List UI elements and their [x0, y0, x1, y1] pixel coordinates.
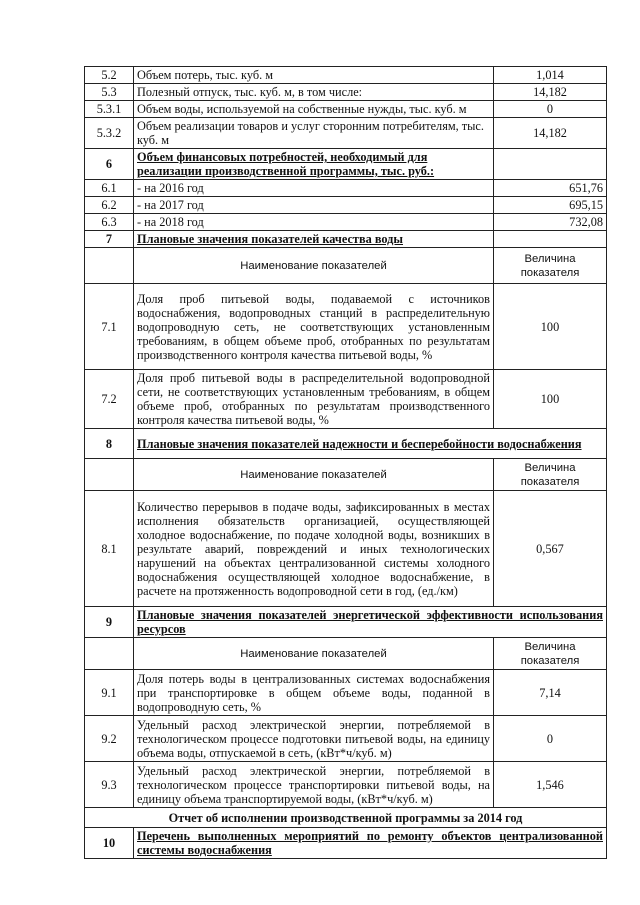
section-row	[85, 828, 607, 859]
row-text: - на 2017 год	[134, 197, 494, 214]
row-value: 100	[494, 370, 607, 429]
report-row	[85, 808, 607, 828]
row-value: 1,014	[494, 67, 607, 84]
table-row	[85, 284, 607, 370]
table-row	[85, 67, 607, 84]
table-row	[85, 762, 607, 808]
row-text: - на 2018 год	[134, 214, 494, 231]
row-value: 0	[494, 716, 607, 762]
section-number: 7	[85, 231, 134, 248]
table-row	[85, 370, 607, 429]
row-text: Объем воды, используемой на собственные нужды, тыс. куб. м	[134, 101, 494, 118]
row-number: 6.3	[85, 214, 134, 231]
subheader-row	[85, 638, 607, 670]
row-text: Удельный расход электрической энергии, потребляемой в технологическом процессе транспортировки питьевой воды, на единицу объема транспортируемой воды, (кВт*ч/куб. м)	[134, 762, 494, 808]
section-title: Объем финансовых потребностей, необходимый для реализации производственной программы, тыс. руб.:	[134, 149, 494, 180]
table-row	[85, 101, 607, 118]
column-header-name: Наименование показателей	[134, 459, 494, 491]
table-row	[85, 214, 607, 231]
empty-cell	[494, 231, 607, 248]
row-number: 5.3.2	[85, 118, 134, 149]
row-value: 7,14	[494, 670, 607, 716]
section-title: Плановые значения показателей энергетической эффективности использования ресурсов	[134, 607, 607, 638]
table-row	[85, 716, 607, 762]
row-number: 7.1	[85, 284, 134, 370]
row-number: 5.3.1	[85, 101, 134, 118]
row-number: 5.3	[85, 84, 134, 101]
row-value: 1,546	[494, 762, 607, 808]
row-text: - на 2016 год	[134, 180, 494, 197]
empty-cell	[494, 149, 607, 180]
table-row	[85, 84, 607, 101]
row-text: Полезный отпуск, тыс. куб. м, в том числе:	[134, 84, 494, 101]
column-header-name: Наименование показателей	[134, 638, 494, 670]
row-value: 14,182	[494, 84, 607, 101]
section-row	[85, 231, 607, 248]
section-number: 10	[85, 828, 134, 859]
table-row	[85, 197, 607, 214]
empty-cell	[85, 459, 134, 491]
row-number: 9.2	[85, 716, 134, 762]
table-row	[85, 118, 607, 149]
row-number: 5.2	[85, 67, 134, 84]
row-text: Доля проб питьевой воды в распределительной водопроводной сети, не соответствующих установленным требованиям, в общем объеме проб, отобранных по результатам производственного контроля качества питьевой воды, %	[134, 370, 494, 429]
section-title: Плановые значения показателей надежности и бесперебойности водоснабжения	[134, 429, 607, 459]
row-text: Количество перерывов в подаче воды, зафиксированных в местах исполнения обязательств организацией, осуществляющей холодное водоснабжение, по подаче холодной воды, возникших в результате аварий, повреждений и иных технологических нарушений на объектах централизованной системы холодного водоснабжения осуществляющей холодное водоснабжение, в расчете на протяженность водопроводной сети в год, (ед./км)	[134, 491, 494, 607]
table-row	[85, 670, 607, 716]
row-value: 14,182	[494, 118, 607, 149]
empty-cell	[85, 248, 134, 284]
row-number: 9.1	[85, 670, 134, 716]
row-value: 732,08	[494, 214, 607, 231]
report-title: Отчет об исполнении производственной программы за 2014 год	[85, 808, 607, 828]
row-value: 100	[494, 284, 607, 370]
column-header-value: Величина показателя	[494, 248, 607, 284]
row-value: 0	[494, 101, 607, 118]
row-number: 7.2	[85, 370, 134, 429]
table-row	[85, 180, 607, 197]
program-table	[84, 66, 607, 859]
row-number: 8.1	[85, 491, 134, 607]
row-text: Доля потерь воды в централизованных системах водоснабжения при транспортировке в общем объеме воды, поданной в водопроводную сеть, %	[134, 670, 494, 716]
section-title: Плановые значения показателей качества воды	[134, 231, 494, 248]
row-text: Доля проб питьевой воды, подаваемой с источников водоснабжения, водопроводных станций в распределительную водопроводную сеть, не соответствующих установленным требованиям, в общем объеме проб, отобранных по результатам производственного контроля качества питьевой воды, %	[134, 284, 494, 370]
section-number: 9	[85, 607, 134, 638]
section-row	[85, 429, 607, 459]
section-number: 6	[85, 149, 134, 180]
section-row	[85, 149, 607, 180]
row-number: 6.2	[85, 197, 134, 214]
row-text: Объем реализации товаров и услуг сторонним потребителям, тыс. куб. м	[134, 118, 494, 149]
row-value: 695,15	[494, 197, 607, 214]
subheader-row	[85, 248, 607, 284]
column-header-value: Величина показателя	[494, 638, 607, 670]
section-number: 8	[85, 429, 134, 459]
row-value: 651,76	[494, 180, 607, 197]
column-header-name: Наименование показателей	[134, 248, 494, 284]
row-number: 6.1	[85, 180, 134, 197]
row-value: 0,567	[494, 491, 607, 607]
section-row	[85, 607, 607, 638]
empty-cell	[85, 638, 134, 670]
row-text: Объем потерь, тыс. куб. м	[134, 67, 494, 84]
table-row	[85, 491, 607, 607]
column-header-value: Величина показателя	[494, 459, 607, 491]
row-text: Удельный расход электрической энергии, потребляемой в технологическом процессе подготовки питьевой воды, на единицу объема воды, отпускаемой в сеть, (кВт*ч/куб. м)	[134, 716, 494, 762]
row-number: 9.3	[85, 762, 134, 808]
section-title: Перечень выполненных мероприятий по ремонту объектов централизованной системы водоснабжения	[134, 828, 607, 859]
subheader-row	[85, 459, 607, 491]
